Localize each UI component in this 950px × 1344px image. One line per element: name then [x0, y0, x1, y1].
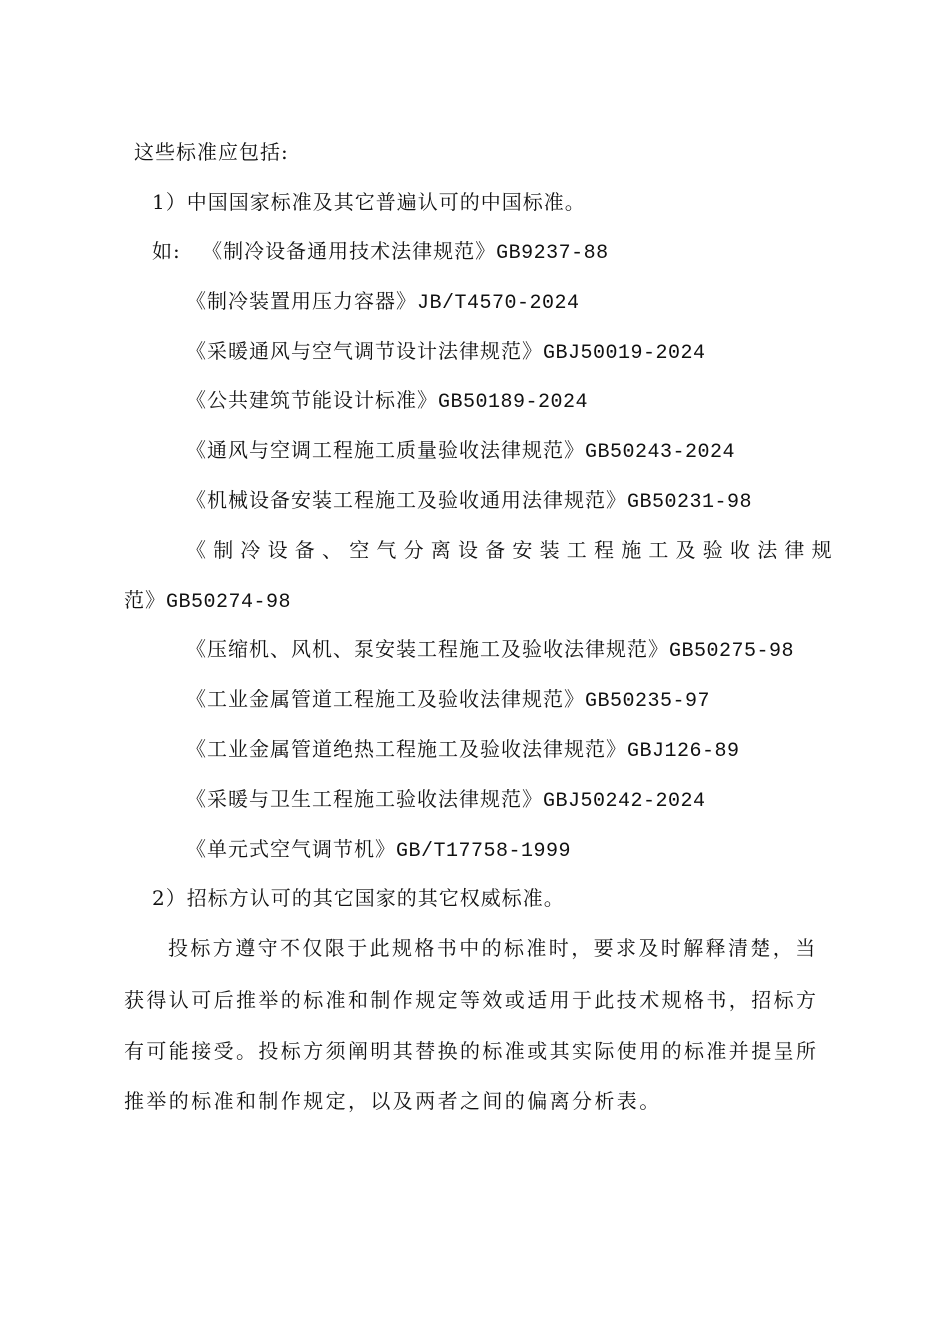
standard-name: 《单元式空气调节机》	[186, 837, 396, 861]
standard-name: 《压缩机、风机、泵安装工程施工及验收法律规范》	[186, 637, 669, 661]
standard-name: 《制冷设备、空气分离设备安装工程施工及验收法律规	[186, 538, 839, 562]
standard-code: GB50235-97	[585, 690, 711, 713]
standard-line-11	[186, 785, 706, 816]
example-prefix: 如:	[152, 239, 181, 263]
standard-code: GB50274-98	[166, 591, 292, 614]
standard-name: 《公共建筑节能设计标准》	[186, 388, 438, 412]
paragraph-line-3: 有可能接受。投标方须阐明其替换的标准或其实际使用的标准并提呈所	[124, 1039, 819, 1063]
standard-code: GB50189-2024	[438, 391, 589, 414]
standard-code: GBJ126-89	[627, 740, 740, 763]
item-2-text: 2）招标方认可的其它国家的其它权威标准。	[152, 886, 565, 910]
standard-line-7b	[124, 586, 291, 617]
standard-name: 《工业金属管道绝热工程施工及验收法律规范》	[186, 737, 627, 761]
standard-line-6	[186, 486, 752, 517]
standard-code: GB9237-88	[496, 242, 609, 265]
standard-line-10	[186, 735, 740, 766]
standard-code: GBJ50242-2024	[543, 790, 706, 813]
standard-name: 《通风与空调工程施工质量验收法律规范》	[186, 438, 585, 462]
standard-code: GBJ50019-2024	[543, 342, 706, 365]
paragraph-line-1: 投标方遵守不仅限于此规格书中的标准时，要求及时解释清楚，当	[168, 936, 818, 960]
standard-name: 《采暖通风与空气调节设计法律规范》	[186, 339, 543, 363]
standard-line-9	[186, 685, 710, 716]
paragraph-line-2: 获得认可后推举的标准和制作规定等效或适用于此技术规格书，招标方	[124, 988, 819, 1012]
standard-name: 《机械设备安装工程施工及验收通用法律规范》	[186, 488, 627, 512]
paragraph-line-4: 推举的标准和制作规定，以及两者之间的偏离分析表。	[124, 1089, 662, 1113]
standard-code: GB50275-98	[669, 640, 795, 663]
standard-name: 《工业金属管道工程施工及验收法律规范》	[186, 687, 585, 711]
standard-code: GB50243-2024	[585, 441, 736, 464]
standard-code: GB50231-98	[627, 491, 753, 514]
standard-line-5	[186, 436, 735, 467]
standard-line-4	[186, 386, 588, 417]
standard-line-12	[186, 835, 571, 866]
standard-name: 《制冷装置用压力容器》	[186, 289, 417, 313]
standard-code: GB/T17758-1999	[396, 840, 572, 863]
standard-name: 《制冷设备通用技术法律规范》	[202, 239, 497, 263]
standard-line-3	[186, 337, 706, 368]
standard-code: JB/T4570-2024	[417, 292, 580, 315]
standard-line-7a	[186, 536, 839, 564]
standard-line-2	[186, 287, 580, 318]
standard-name: 《采暖与卫生工程施工验收法律规范》	[186, 787, 543, 811]
standard-line-8	[186, 635, 794, 666]
item-1-text: 1）中国国家标准及其它普遍认可的中国标准。	[152, 190, 586, 214]
standard-line-1	[152, 237, 609, 268]
standard-name-continued: 范》	[124, 588, 166, 612]
intro-text: 这些标准应包括:	[134, 140, 289, 164]
